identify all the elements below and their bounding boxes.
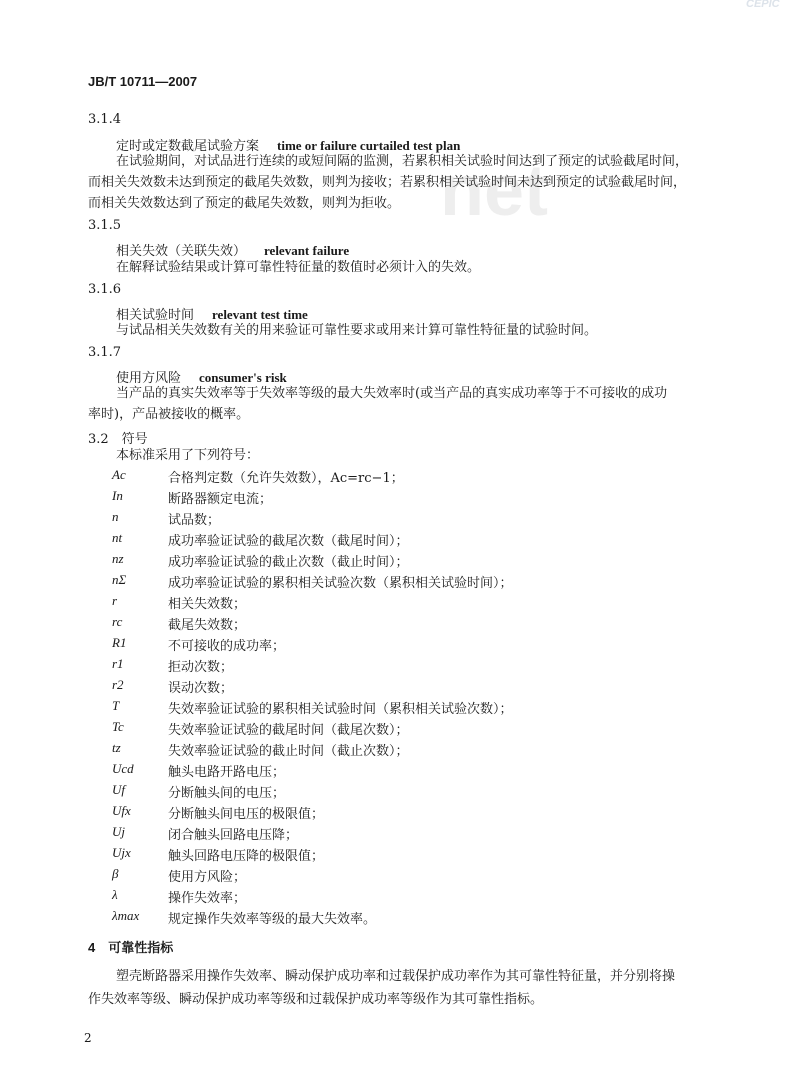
symbol: r1 <box>112 656 124 671</box>
term-zh: 定时或定数截尾试验方案 <box>116 139 260 154</box>
symbol: λ <box>112 887 118 902</box>
symbol-desc: 成功率验证试验的截尾次数（截尾时间）； <box>168 534 409 549</box>
section-number: 3.1.4 <box>88 112 122 127</box>
symbol-desc: 使用方风险； <box>168 870 247 885</box>
symbol: nt <box>112 530 123 545</box>
symbol: nz <box>112 551 124 566</box>
symbol-desc: 分断触头间的电压； <box>168 786 286 801</box>
symbol: Ucd <box>112 761 134 776</box>
section-4-body-line: 塑壳断路器采用操作失效率、瞬动保护成功率和过载保护成功率作为其可靠性特征量，并分别将操 <box>116 969 676 984</box>
symbol: λmax <box>112 908 140 923</box>
symbol-desc: 成功率验证试验的截止次数（截止时间）； <box>168 555 409 570</box>
term-body-line: 率时)，产品被接收的概率。 <box>88 407 250 422</box>
symbol: r <box>112 593 118 608</box>
term-body-line: 当产品的真实失效率等于失效率等级的最大失效率时(或当产品的真实成功率等于不可接收的成功 <box>116 386 668 401</box>
symbol-desc: 断路器额定电流； <box>168 492 273 507</box>
symbol: In <box>112 488 123 503</box>
symbol: R1 <box>112 635 127 650</box>
term-title <box>116 240 349 259</box>
symbol: r2 <box>112 677 124 692</box>
symbol-desc: 不可接收的成功率； <box>168 639 286 654</box>
symbol-desc: 截尾失效数； <box>168 618 247 633</box>
symbol-desc: 操作失效率； <box>168 891 247 906</box>
symbol-desc: 分断触头间电压的极限值； <box>168 807 325 822</box>
symbol: Tc <box>112 719 124 734</box>
symbol-desc: 合格判定数（允许失效数），Ac=rc−1； <box>168 471 404 486</box>
section-4-body-line: 作失效率等级、瞬动保护成功率等级和过载保护成功率等级作为其可靠性指标。 <box>88 992 544 1007</box>
term-en: relevant failure <box>264 243 350 258</box>
symbol: tz <box>112 740 121 755</box>
symbols-heading: 3.2 符号 <box>88 432 148 447</box>
term-body-line: 而相关失效数达到了预定的截尾失效数，则判为拒收。 <box>88 196 401 211</box>
symbol-desc: 失效率验证试验的累积相关试验时间（累积相关试验次数）； <box>168 702 513 717</box>
section-4-heading: 4 可靠性指标 <box>88 940 174 955</box>
symbol-desc: 规定操作失效率等级的最大失效率。 <box>168 912 377 927</box>
symbol-desc: 成功率验证试验的累积相关试验次数（累积相关试验时间）； <box>168 576 513 591</box>
term-en: consumer's risk <box>199 370 287 385</box>
symbol-desc: 闭合触头回路电压降； <box>168 828 299 843</box>
watermark-corner: CEPIC <box>746 0 780 10</box>
symbol: Ufx <box>112 803 131 818</box>
symbols-intro: 本标准采用了下列符号： <box>116 448 260 463</box>
symbol-desc: 试品数； <box>168 513 221 528</box>
section-number: 3.1.7 <box>88 345 122 360</box>
symbol: T <box>112 698 120 713</box>
symbol-desc: 失效率验证试验的截尾时间（截尾次数）； <box>168 723 409 738</box>
symbol-desc: 触头电路开路电压； <box>168 765 286 780</box>
symbol-desc: 失效率验证试验的截止时间（截止次数）； <box>168 744 409 759</box>
symbol-desc: 误动次数； <box>168 681 234 696</box>
symbol: Uf <box>112 782 125 797</box>
watermark-center: net <box>440 151 548 231</box>
symbol: Ac <box>112 467 126 482</box>
term-en: time or failure curtailed test plan <box>277 138 461 153</box>
page-number: 2 <box>84 1031 92 1045</box>
symbol: β <box>112 866 119 881</box>
symbol: nΣ <box>112 572 127 587</box>
term-body-line: 在试验期间，对试品进行连续的或短间隔的监测，若累积相关试验时间达到了预定的试验截尾时间， <box>116 154 689 169</box>
term-body-line: 与试品相关失效数有关的用来验证可靠性要求或用来计算可靠性特征量的试验时间。 <box>116 323 598 338</box>
symbol: Uj <box>112 824 125 839</box>
term-en: relevant test time <box>212 307 308 322</box>
symbol-desc: 相关失效数； <box>168 597 247 612</box>
section-number: 3.1.6 <box>88 282 122 297</box>
symbol: Ujx <box>112 845 131 860</box>
term-zh: 使用方风险 <box>116 371 182 386</box>
term-body-line: 而相关失效数未达到预定的截尾失效数，则判为接收；若累积相关试验时间未达到预定的试验截尾时间， <box>88 175 687 190</box>
section-number: 3.1.5 <box>88 218 122 233</box>
standard-code: JB/T 10711—2007 <box>88 74 198 89</box>
symbol: rc <box>112 614 123 629</box>
symbol-desc: 触头回路电压降的极限值； <box>168 849 325 864</box>
term-body-line: 在解释试验结果或计算可靠性特征量的数值时必须计入的失效。 <box>116 260 481 275</box>
term-zh: 相关失效（关联失效） <box>116 244 247 259</box>
symbol: n <box>112 509 119 524</box>
term-zh: 相关试验时间 <box>116 308 195 323</box>
symbol-desc: 拒动次数； <box>168 660 234 675</box>
